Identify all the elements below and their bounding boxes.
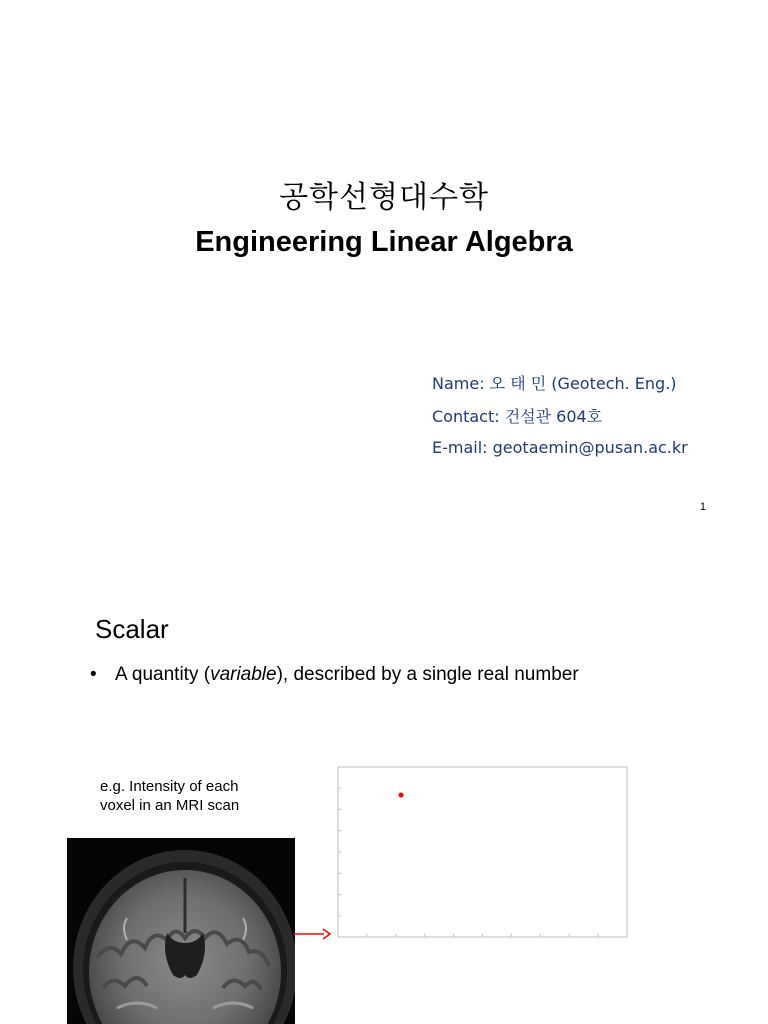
contact-name-line: Name: 오 태 민 (Geotech. Eng.) (432, 374, 677, 393)
bullet-text-suffix: ), described by a single real number (276, 664, 579, 685)
example-caption (100, 777, 300, 815)
arrow-icon (294, 926, 334, 942)
scalar-plot (325, 760, 635, 950)
contact-office-line: Contact: 건설관 604호 (432, 407, 603, 426)
mri-scan-image (67, 838, 295, 1024)
scalar-data-point (399, 793, 404, 798)
example-caption-line-2: voxel in an MRI scan (100, 797, 240, 814)
bullet-marker: • (90, 664, 97, 685)
page-number: 1 (699, 501, 706, 513)
contact-email-line: E-mail: geotaemin@pusan.ac.kr (432, 438, 688, 457)
bullet-point (90, 664, 579, 686)
slide2-title: Scalar (95, 614, 169, 644)
bullet-text-emphasis: variable (210, 664, 277, 685)
bullet-text-prefix: A quantity ( (115, 664, 211, 685)
example-caption-line-1: e.g. Intensity of each (100, 778, 239, 795)
mri-brain-illustration (67, 838, 295, 1024)
plot-axes-box (338, 767, 627, 937)
slide-title-english: Engineering Linear Algebra (195, 226, 573, 258)
slide-title-korean: 공학선형대수학 (279, 180, 489, 215)
